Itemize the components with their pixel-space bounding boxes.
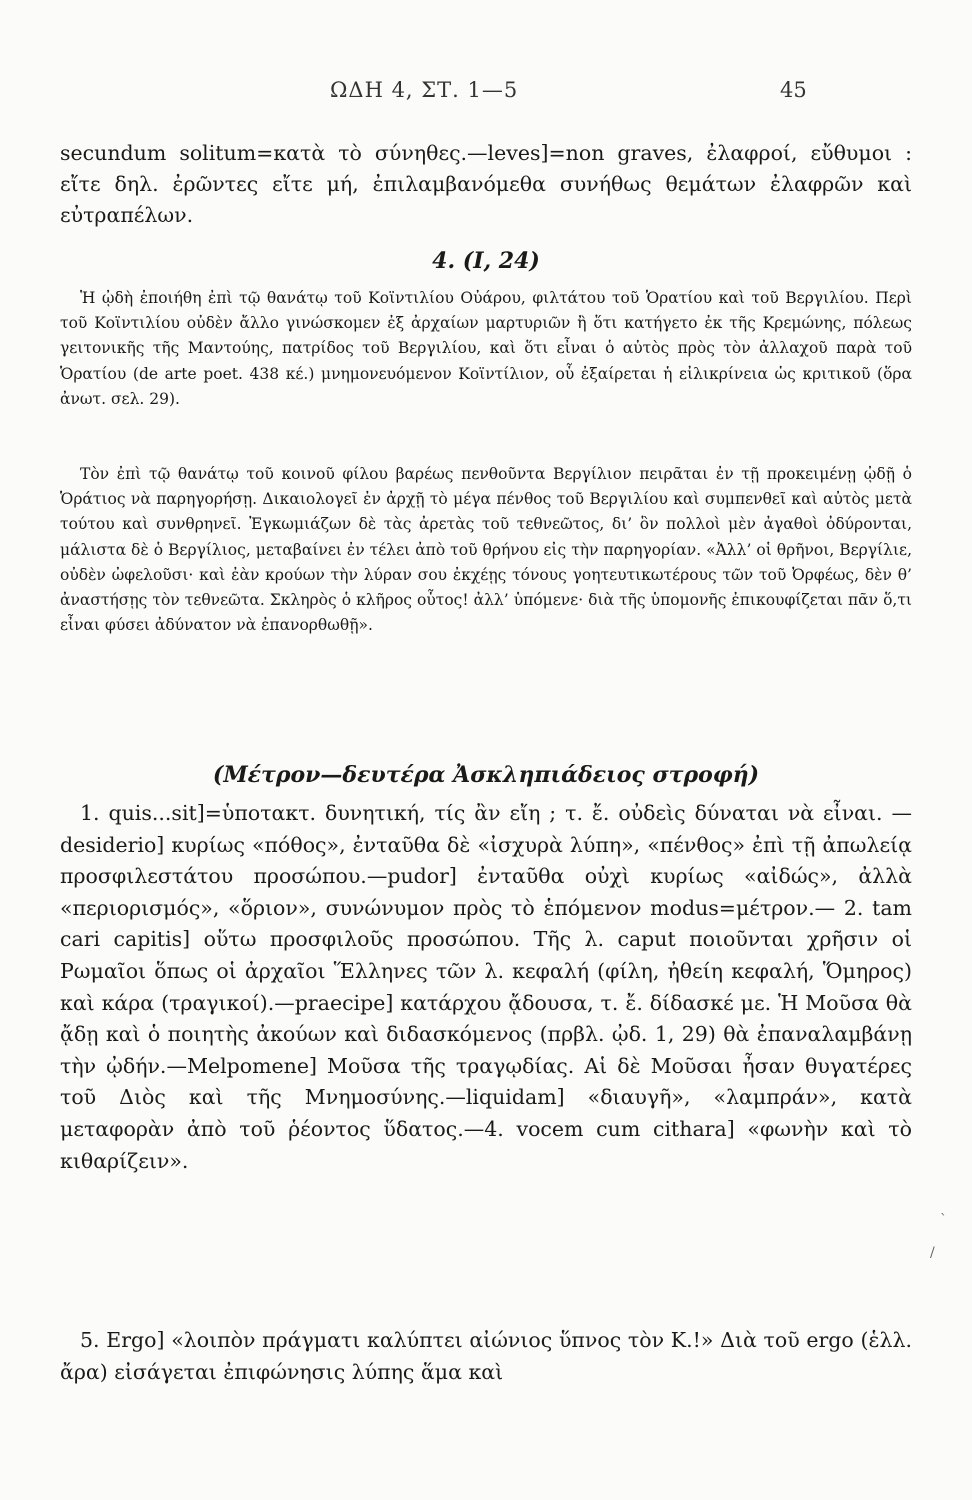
metre-heading: (Μέτρον—δευτέρα Ἀσκληπιάδειος στροφή) <box>212 762 760 788</box>
page-header <box>0 78 972 108</box>
commentary-continued-text: secundum solitum=κατὰ τὸ σύνηθες.—leves]=non graves, ἐλαφροί, εὔθυμοι : εἴτε δηλ. ἐρῶντες εἴτε μή, ἐπιλαμβανόμεθα συνήθως θεμάτων ἐλαφρῶν καὶ εὐτραπέλων. <box>60 141 912 227</box>
introduction-paragraph-1-block <box>60 286 912 412</box>
page-number: 45 <box>780 78 807 102</box>
margin-pencil-mark: ˋ <box>940 1212 947 1228</box>
commentary-note-5-block <box>60 1325 912 1388</box>
section-number: 4. (I, 24) <box>432 248 540 274</box>
introduction-paragraph-2-block <box>60 462 912 638</box>
introduction-paragraph-2: Τὸν ἐπὶ τῷ θανάτῳ τοῦ κοινοῦ φίλου βαρέως πενθοῦντα Βεργίλιον πειρᾶται ἐν τῇ προκειμένῃ ᾠδῇ ὁ Ὁράτιος νὰ παρηγορήσῃ. Δικαιολογεῖ ἐν ἀρχῇ τὸ μέγα πένθος τοῦ Βεργιλίου καὶ συμπενθεῖ καὶ αὐτὸς μετὰ τούτου καὶ συνθρηνεῖ. Ἐγκωμιάζων δὲ τὰς ἀρετὰς τοῦ τεθνεῶτος, δι’ ὃν πολλοὶ μὲν ἀγαθοὶ ὀδύρονται, μάλιστα δὲ ὁ Βεργίλιος, μεταβαίνει ἐν τέλει ἀπὸ τοῦ θρήνου εἰς τὴν παρηγορίαν. «Ἀλλ’ οἱ θρῆνοι, Βεργίλιε, οὐδὲν ὠφελοῦσι· καὶ ἐὰν κρούων τὴν λύραν σου ἐκχέῃς τόνους γοητευτικωτέρους τῶν τοῦ Ὀρφέως, δὲν θ’ ἀναστήσῃς τὸν τεθνεῶτα. Σκληρὸς ὁ κλῆρος οὗτος! ἀλλ’ ὑπόμενε· διὰ τῆς ὑπομονῆς ἐπικουφίζεται πᾶν ὅ,τι εἶναι φύσει ἀδύνατον νὰ ἐπανορθωθῇ». <box>60 465 912 635</box>
introduction-paragraph-1: Ἡ ᾠδὴ ἐποιήθη ἐπὶ τῷ θανάτῳ τοῦ Κοϊντιλίου Οὐάρου, φιλτάτου τοῦ Ὁρατίου καὶ τοῦ Βεργιλίου. Περὶ τοῦ Κοϊντιλίου οὐδὲν ἄλλο γινώσκομεν ἐξ ἀρχαίων μαρτυριῶν ἢ ὅτι κατήγετο ἐκ τῆς Κρεμώνης, πόλεως γειτονικῆς τῆς Μαντούης, πατρίδος τοῦ Βεργιλίου, καὶ ὅτι εἶναι ὁ αὐτὸς πρὸς τὸν ἀλλαχοῦ παρὰ τοῦ Ὁρατίου (de arte poet. 438 κέ.) μνημονευόμενον Κοϊντίλιον, οὗ ἐξαίρεται ἡ εἰλικρίνεια ὡς κριτικοῦ (ὅρα ἀνωτ. σελ. 29). <box>60 289 912 408</box>
commentary-continued <box>60 138 912 231</box>
running-title: ΩΔΗ 4, ΣΤ. 1—5 <box>330 78 519 102</box>
commentary-notes <box>60 798 912 1177</box>
commentary-note-5: 5. Ergo] «λοιπὸν πράγματι καλύπτει αἰώνιος ὕπνος τὸν Κ.!» Διὰ τοῦ ergo (ἑλλ. ἄρα) εἰσάγεται ἐπιφώνησις λύπης ἅμα καὶ <box>60 1328 912 1384</box>
commentary-note-1: 1. quis...sit]=ὑποτακτ. δυνητική, τίς ἂν εἴη ; τ. ἔ. οὐδεὶς δύναται νὰ εἶναι. — desiderio] κυρίως «πόθος», ἐνταῦθα δὲ «ἰσχυρὰ λύπη», «πένθος» ἐπὶ τῇ ἀπωλείᾳ προσφιλεστάτου προσώπου.—pudor] ἐνταῦθα οὐχὶ κυρίως «αἰδώς», ἀλλὰ «περιορισμός», «ὅριον», συνώνυμον πρὸς τὸ ἑπόμενον modus=μέτρον.— 2. tam cari capitis] οὕτω προσφιλοῦς προσώπου. Τῆς λ. caput ποιοῦνται χρῆσιν οἱ Ρωμαῖοι ὅπως οἱ ἀρχαῖοι Ἕλληνες τῶν λ. κεφαλή (φίλη, ἠθείη κεφαλή, Ὅμηρος) καὶ κάρα (τραγικοί).—praecipe] κατάρχου ᾄδουσα, τ. ἔ. δίδασκέ με. Ἡ Μοῦσα θὰ ᾄδῃ καὶ ὁ ποιητὴς ἀκούων καὶ διδασκόμενος (πρβλ. ᾠδ. 1, 29) θὰ ἐπαναλαμβάνῃ τὴν ᾠδήν.—Melpomene] Μοῦσα τῆς τραγῳδίας. Αἱ δὲ Μοῦσαι ἦσαν θυγατέρες τοῦ Διὸς καὶ τῆς Μνημοσύνης.—liquidam] «διαυγῆ», «λαμπράν», κατὰ μεταφορὰν ἀπὸ τοῦ ῥέοντος ὕδατος.—4. vocem cum cithara] «φωνὴν καὶ τὸ κιθαρίζειν». <box>60 801 912 1173</box>
margin-pencil-mark: / <box>930 1245 935 1261</box>
